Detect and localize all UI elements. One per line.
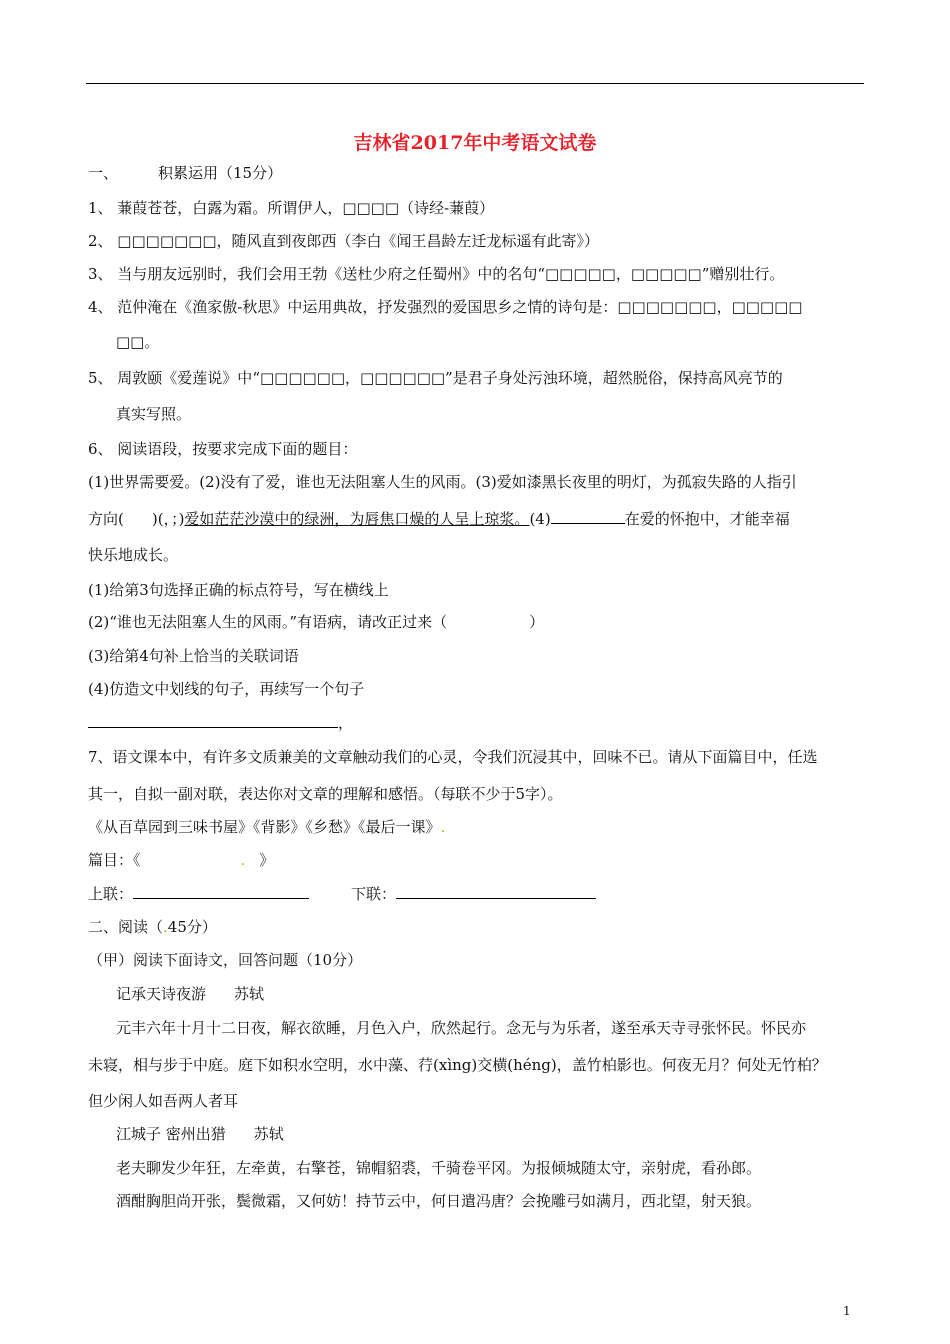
poem-2-title: 江城子 密州出猎 [116, 1125, 226, 1143]
lower-couplet-blank [396, 884, 596, 899]
question-6-passage-line-3: 快乐地成长。 [88, 546, 179, 564]
underlined-sentence: 爱如茫茫沙漠中的绿洲，为唇焦口燥的人呈上琼浆。 [184, 510, 530, 528]
question-6-heading: 6、 阅读语段，按要求完成下面的题目： [88, 440, 358, 458]
poem-1-text-line-3: 但少闲人如吾两人者耳 [88, 1092, 239, 1110]
page-number: 1 [843, 1304, 851, 1318]
question-3: 3、 当与朋友远别时，我们会用王勃《送杜少府之任蜀州》中的名句“□□□□□，□□□□□”赠别壮行。 [88, 265, 785, 283]
poem-2-author: 苏轼 [253, 1125, 284, 1143]
poem-2-text-line-1: 老夫聊发少年狂，左牵黄，右擎苍，锦帽貂裘，千骑卷平冈。为报倾城随太守，亲射虎，看孙郎。 [116, 1159, 762, 1177]
question-5-line-1: 5、 周敦颐《爱莲说》中“□□□□□□，□□□□□□”是君子身处污浊环境，超然脱俗，保持高风亮节的 [88, 369, 783, 387]
section-1-heading [88, 163, 282, 183]
poem-1-text-line-1: 元丰六年十月十二日夜，解衣欲睡，月色入户，欣然起行。念无与为乐者，遂至承天寺寻张怀民。怀民亦 [116, 1019, 807, 1037]
section-1-number: 一、 [88, 164, 119, 182]
poem-2-heading [116, 1124, 284, 1144]
question-6-sub-4-answer: ， [88, 713, 353, 733]
question-4-line-1: 4、 范仲淹在《渔家傲-秋思》中运用典故，抒发强烈的爱国思乡之情的诗句是：□□□□□□□，□□□□□ [88, 298, 803, 316]
answer-blank [551, 509, 625, 524]
question-6-sub-2: (2)“谁也无法阻塞人生的风雨。”有语病，请改正过来（ ） [88, 613, 545, 631]
upper-couplet-blank [133, 884, 309, 899]
section-1-label: 积累运用（15分） [158, 164, 283, 182]
section-2-heading: 二、阅读（.45分） [88, 918, 217, 936]
question-6-sub-1: (1)给第3句选择正确的标点符号，写在横线上 [88, 581, 389, 599]
poem-1-author: 苏轼 [234, 985, 265, 1003]
question-7-line-1: 7、语文课本中，有许多文质兼美的文章触动我们的心灵，令我们沉浸其中，回味不已。请从下面篇目中，任选 [88, 748, 818, 766]
question-7-title-line: 篇目：《 . 》 [88, 851, 275, 869]
poem-1-text-line-2: 未寝，相与步于中庭。庭下如积水空明，水中藻、荇(xìng)交横(héng)，盖竹柏影也。何夜无月？何处无竹柏？ [88, 1056, 827, 1074]
header-rule [86, 83, 864, 84]
question-2: 2、 □□□□□□□，随风直到夜郎西（李白《闻王昌龄左迁龙标遥有此寄》） [88, 232, 600, 250]
question-7-line-2: 其一，自拟一副对联，表达你对文章的理解和感悟。（每联不少于5字）。 [88, 785, 563, 803]
question-7-article-list: 《从百草园到三味书屋》《背影》《乡愁》《最后一课》. [88, 818, 446, 836]
question-6-passage-line-1: (1)世界需要爱。(2)没有了爱，谁也无法阻塞人生的风雨。(3)爱如漆黑长夜里的明灯，为孤寂失路的人指引 [88, 473, 797, 491]
question-6-passage-line-2: 方向( )(，；)爱如茫茫沙漠中的绿洲，为唇焦口燥的人呈上琼浆。(4) 在爱的怀抱中，才能幸福 [88, 510, 790, 528]
question-1: 1、 蒹葭苍苍，白露为霜。所谓伊人，□□□□（诗经-蒹葭） [88, 199, 495, 217]
answer-blank [88, 713, 338, 728]
poem-2-text-line-2: 酒酣胸胆尚开张，鬓微霜，又何妨！持节云中，何日遣冯唐？会挽雕弓如满月，西北望，射天狼。 [116, 1192, 762, 1210]
poem-1-title: 记承天诗夜游 [116, 985, 207, 1003]
question-5-line-2: 真实写照。 [116, 405, 192, 423]
part-jia-heading: （甲）阅读下面诗文，回答问题（10分） [88, 951, 363, 969]
question-6-sub-4: (4)仿造文中划线的句子，再续写一个句子 [88, 680, 365, 698]
question-4-line-2: □□。 [116, 333, 160, 351]
page-title: 吉林省2017年中考语文试卷 [353, 132, 597, 154]
question-6-sub-3: (3)给第4句补上恰当的关联词语 [88, 647, 299, 665]
poem-1-heading [116, 984, 264, 1004]
question-7-couplet-line: 上联： 下联： [88, 884, 596, 904]
